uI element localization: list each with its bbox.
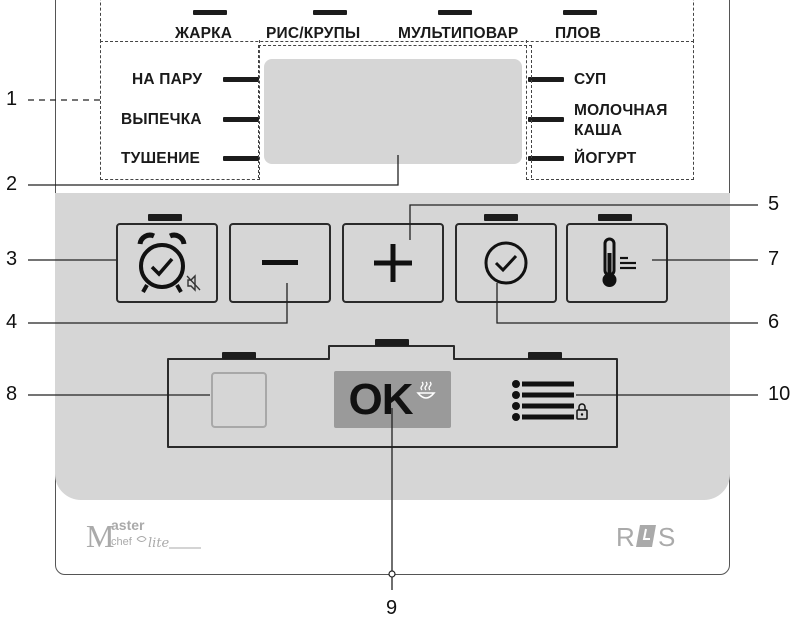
mode-label-molochnaya: МОЛОЧНАЯ [574, 102, 668, 119]
mode-label-plov: ПЛОВ [555, 25, 602, 42]
mode-label-vypechka: ВЫПЕЧКА [121, 111, 202, 128]
ok-label: OK [348, 374, 413, 424]
svg-text:R: R [616, 522, 635, 551]
mode-label-na-paru: НА ПАРУ [132, 71, 203, 88]
callout-6: 6 [768, 311, 780, 333]
callout-3: 3 [6, 248, 18, 270]
callout-4: 4 [6, 311, 18, 333]
callout-7: 7 [768, 248, 780, 270]
callout-9: 9 [386, 597, 398, 619]
mode-label-ris-krupy: РИС/КРУПЫ [266, 25, 361, 42]
mode-label-kasha: КАША [574, 122, 623, 139]
mode-label-yogurt: ЙОГУРТ [574, 150, 637, 167]
mode-label-sup: СУП [574, 71, 607, 88]
svg-text:M: M [86, 518, 115, 551]
mode-label-multipovar: МУЛЬТИПОВАР [398, 25, 519, 42]
svg-text:lite: lite [148, 536, 170, 551]
callout-8: 8 [6, 383, 18, 405]
callout-1: 1 [6, 88, 18, 110]
svg-text:chef: chef [111, 536, 132, 548]
mode-label-zharka: ЖАРКА [175, 25, 233, 42]
mode-label-tushenie: ТУШЕНИЕ [121, 150, 201, 167]
svg-text:S: S [658, 522, 676, 551]
callout-2: 2 [6, 173, 18, 195]
svg-text:aster: aster [111, 517, 145, 533]
callout-10: 10 [768, 383, 791, 405]
callout-5: 5 [768, 193, 780, 215]
